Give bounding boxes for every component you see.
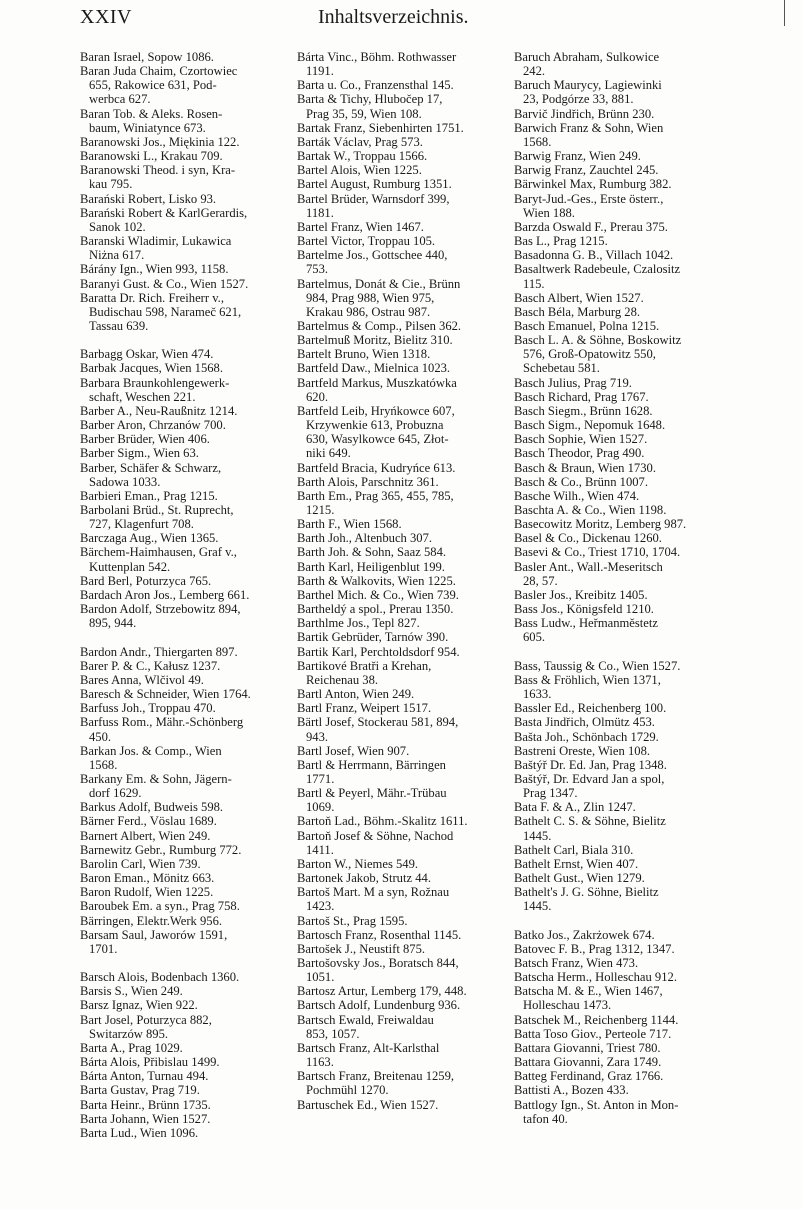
index-entry-line: Barolin Carl, Wien 739. bbox=[80, 856, 201, 871]
index-entry-line: Barsam Saul, Jaworów 1591, bbox=[80, 927, 228, 942]
index-entry-line: Bašta Joh., Schönbach 1729. bbox=[514, 729, 659, 744]
index-entry-line: 853, 1057. bbox=[306, 1026, 360, 1041]
index-entry-line: Basch Albert, Wien 1527. bbox=[514, 290, 644, 305]
index-entry-line: Bathelt's J. G. Söhne, Bielitz bbox=[514, 885, 659, 900]
index-entry-line: Batko Jos., Zakrżowek 674. bbox=[514, 927, 655, 942]
index-entry-line: Bárány Ign., Wien 993, 1158. bbox=[80, 262, 229, 277]
index-entry-line: Baratta Dr. Rich. Freiherr v., bbox=[80, 290, 224, 305]
index-entry-line: Basch Siegm., Brünn 1628. bbox=[514, 403, 653, 418]
index-entry-line: Basch Richard, Prag 1767. bbox=[514, 389, 649, 404]
index-entry-line: Baryt-Jud.-Ges., Erste österr., bbox=[514, 191, 664, 206]
index-entry-line: Basadonna G. B., Villach 1042. bbox=[514, 248, 674, 263]
index-entry-line: Barth F., Wien 1568. bbox=[297, 517, 402, 532]
index-entry-line: werbca 627. bbox=[89, 92, 151, 107]
index-entry-line: Barber A., Neu-Raußnitz 1214. bbox=[80, 403, 238, 418]
index-entry-line: Bärwinkel Max, Rumburg 382. bbox=[514, 177, 672, 192]
index-entry-line: Bartosch Franz, Rosenthal 1145. bbox=[297, 927, 462, 942]
index-entry-line: Prag 1347. bbox=[523, 786, 578, 801]
index-entry-line: Bastreni Oreste, Wien 108. bbox=[514, 743, 651, 758]
index-entry-line: Baroubek Em. a syn., Prag 758. bbox=[80, 899, 240, 914]
index-entry-line: Baron Rudolf, Wien 1225. bbox=[80, 885, 214, 900]
index-entry-line: Batteg Ferdinand, Graz 1766. bbox=[514, 1069, 664, 1084]
index-entry-line: Bárta Alois, Přibislau 1499. bbox=[80, 1055, 220, 1070]
index-entry-line: Barsz Ignaz, Wien 922. bbox=[80, 998, 198, 1013]
index-entry-line: Bartuschek Ed., Wien 1527. bbox=[297, 1097, 439, 1112]
index-entry-line: Barbolani Brüd., St. Ruprecht, bbox=[80, 503, 234, 517]
index-entry-line: Basch & Co., Brünn 1007. bbox=[514, 474, 648, 489]
page-number: XXIV bbox=[80, 6, 132, 28]
index-entry-line: Bärchem-Haimhausen, Graf v., bbox=[80, 545, 237, 560]
index-entry-line: Baštýř, Dr. Edvard Jan a spol, bbox=[514, 771, 665, 786]
index-entry-line: Baresch & Schneider, Wien 1764. bbox=[80, 687, 251, 702]
index-column-3 bbox=[514, 50, 736, 1126]
index-entry-line: Bartoň Lad., Böhm.-Skalitz 1611. bbox=[297, 814, 468, 829]
index-entry-line: Basaltwerk Radebeule, Czalositz bbox=[514, 262, 681, 277]
index-entry-line: Bartl & Peyerl, Mähr.-Trübau bbox=[297, 786, 447, 801]
index-entry-line: Basch Sigm., Nepomuk 1648. bbox=[514, 418, 666, 433]
index-entry-line: Bartl Franz, Weipert 1517. bbox=[297, 701, 432, 716]
index-entry-line bbox=[514, 645, 736, 659]
index-entry-line: Basch & Braun, Wien 1730. bbox=[514, 460, 656, 475]
index-entry-line: 895, 944. bbox=[89, 616, 137, 631]
index-entry-line: Barta Heinr., Brünn 1735. bbox=[80, 1097, 211, 1112]
index-entry-line: Baruch Maurycy, Lagiewinki bbox=[514, 78, 662, 93]
index-entry-line: Barfuss Joh., Troppau 470. bbox=[80, 701, 216, 716]
index-entry-line: Barthlme Jos., Tepl 827. bbox=[297, 616, 420, 631]
index-entry-line: Bathelt C. S. & Söhne, Bielitz bbox=[514, 814, 666, 829]
index-entry-line: Baštýř Dr. Ed. Jan, Prag 1348. bbox=[514, 757, 667, 772]
index-entry-line: Bartelmuß Moritz, Bielitz 310. bbox=[297, 333, 453, 348]
index-entry-line: Bartel Alois, Wien 1225. bbox=[297, 163, 422, 178]
index-entry-line: Barkany Em. & Sohn, Jägern- bbox=[80, 771, 232, 786]
index-entry-line: Batta Toso Giov., Perteole 717. bbox=[514, 1026, 672, 1041]
index-entry-line: Baran Juda Chaim, Czortowiec bbox=[80, 64, 238, 79]
index-entry-line: Bass Ludw., Heřmanměstetz bbox=[514, 616, 658, 631]
index-entry-line: Barvič Jindřich, Brünn 230. bbox=[514, 106, 655, 121]
index-entry-line: 753. bbox=[306, 262, 329, 277]
index-entry-line: Bartfeld Bracia, Kudryńce 613. bbox=[297, 460, 456, 475]
index-entry-line: Bárta Anton, Turnau 494. bbox=[80, 1069, 209, 1084]
index-entry-line: Bas L., Prag 1215. bbox=[514, 234, 608, 249]
index-entry-line: Barta u. Co., Franzensthal 145. bbox=[297, 78, 454, 93]
index-entry-line: Barton W., Niemes 549. bbox=[297, 856, 419, 871]
index-entry-line bbox=[80, 956, 290, 970]
index-entry-line: Barber, Schäfer & Schwarz, bbox=[80, 460, 222, 475]
index-entry-line: Bass Jos., Königsfeld 1210. bbox=[514, 602, 654, 617]
index-entry-line: baum, Winiatynce 673. bbox=[89, 120, 206, 135]
index-entry-line bbox=[80, 630, 290, 644]
index-entry-line: Barber Sigm., Wien 63. bbox=[80, 446, 199, 461]
index-entry-line: Barkus Adolf, Budweis 598. bbox=[80, 800, 224, 815]
index-entry-line: Barth Em., Prag 365, 455, 785, bbox=[297, 488, 454, 503]
index-entry-line: Basch Emanuel, Polna 1215. bbox=[514, 318, 660, 333]
index-entry-line: Tassau 639. bbox=[89, 318, 149, 333]
index-entry-line: Barczaga Aug., Wien 1365. bbox=[80, 531, 219, 546]
index-entry-line: Bärtl Josef, Stockerau 581, 894, bbox=[297, 715, 459, 730]
index-entry-line bbox=[80, 333, 290, 347]
index-entry-line: Bartsch Ewald, Freiwaldau bbox=[297, 1012, 434, 1027]
index-entry-line: Bartelmus, Donát & Cie., Brünn bbox=[297, 276, 461, 291]
index-entry-line: Barber Aron, Chrzanów 700. bbox=[80, 418, 226, 433]
index-column-2 bbox=[297, 50, 507, 1112]
index-entry-line: Bartelme Jos., Gottschee 440, bbox=[297, 248, 448, 263]
index-entry-line: 115. bbox=[523, 276, 545, 291]
index-column-1 bbox=[80, 50, 290, 1140]
index-entry-line: 1568. bbox=[523, 134, 552, 149]
index-entry-line: 1568. bbox=[89, 757, 118, 772]
index-entry-line: Baranowski L., Krakau 709. bbox=[80, 149, 223, 164]
index-entry-line: Basler Jos., Kreibitz 1405. bbox=[514, 587, 648, 602]
index-entry-line: Barwig Franz, Wien 249. bbox=[514, 149, 641, 164]
index-entry-line: Niżna 617. bbox=[89, 248, 145, 263]
index-entry-line: Basecowitz Moritz, Lemberg 987. bbox=[514, 517, 687, 532]
index-entry-line: tafon 40. bbox=[523, 1111, 568, 1126]
index-entry-line: Barwich Franz & Sohn, Wien bbox=[514, 120, 664, 135]
index-entry-line: Basel & Co., Dickenau 1260. bbox=[514, 531, 662, 546]
index-entry-line: Bartoš St., Prag 1595. bbox=[297, 913, 408, 928]
index-entry-line: Bartik Gebrüder, Tarnów 390. bbox=[297, 630, 449, 645]
index-entry-line: Reichenau 38. bbox=[306, 672, 379, 687]
index-entry-line: Baranski Wladimir, Lukawica bbox=[80, 234, 232, 249]
margin-mark bbox=[784, 0, 785, 26]
index-entry-line: Barsch Alois, Bodenbach 1360. bbox=[80, 970, 240, 985]
index-entry-line: Barsis S., Wien 249. bbox=[80, 984, 183, 999]
index-entry-line: 28, 57. bbox=[523, 573, 558, 588]
index-entry-line: Bartel August, Rumburg 1351. bbox=[297, 177, 452, 192]
index-entry-line: 1215. bbox=[306, 503, 335, 517]
index-entry-line: Bathelt Ernst, Wien 407. bbox=[514, 856, 639, 871]
index-entry-line: Bartikové Bratři a Krehan, bbox=[297, 658, 432, 673]
index-entry-line: Basta Jindřich, Olmütz 453. bbox=[514, 715, 655, 730]
index-entry-line: Barański Robert & KarlGerardis, bbox=[80, 205, 248, 220]
index-entry-line: Bata F. & A., Zlin 1247. bbox=[514, 800, 636, 815]
index-entry-line: 1633. bbox=[523, 687, 552, 702]
index-entry-line: Bartoň Josef & Söhne, Nachod bbox=[297, 828, 454, 843]
index-entry-line: Bartosz Artur, Lemberg 179, 448. bbox=[297, 984, 467, 999]
index-entry-line: Krakau 986, Ostrau 987. bbox=[306, 304, 431, 319]
index-entry-line: Batsch Franz, Wien 473. bbox=[514, 956, 639, 970]
index-entry-line: Barbara Braunkohlengewerk- bbox=[80, 375, 230, 390]
index-entry-line: Basch Theodor, Prag 490. bbox=[514, 446, 645, 461]
index-entry-line: Bartsch Franz, Alt-Karlsthal bbox=[297, 1040, 440, 1055]
index-entry-line: Bathelt Gust., Wien 1279. bbox=[514, 871, 645, 886]
index-entry-line: 1191. bbox=[306, 64, 334, 79]
index-entry-line: Bass & Fröhlich, Wien 1371, bbox=[514, 672, 661, 687]
index-entry-line: Barber Brüder, Wien 406. bbox=[80, 432, 210, 447]
index-entry-line: Barta & Tichy, Hlubočep 17, bbox=[297, 92, 443, 107]
index-entry-line: 23, Podgórze 33, 881. bbox=[523, 92, 634, 107]
index-entry-line: Bartsch Franz, Breitenau 1259, bbox=[297, 1069, 455, 1084]
index-entry-line: Holleschau 1473. bbox=[523, 998, 612, 1013]
index-entry-line: Bartelmus & Comp., Pilsen 362. bbox=[297, 318, 462, 333]
index-entry-line: Barthel Mich. & Co., Wien 739. bbox=[297, 587, 459, 602]
index-entry-line: 450. bbox=[89, 729, 112, 744]
index-entry-line: Bartel Victor, Troppau 105. bbox=[297, 234, 436, 249]
index-entry-line: Bartheldý a spol., Prerau 1350. bbox=[297, 602, 454, 617]
index-entry-line: Battara Giovanni, Zara 1749. bbox=[514, 1055, 662, 1070]
index-entry-line: Baruch Abraham, Sulkowice bbox=[514, 50, 660, 64]
index-entry-line: Barfuss Rom., Mähr.-Schönberg bbox=[80, 715, 244, 730]
index-entry-line: Basch Julius, Prag 719. bbox=[514, 375, 632, 390]
index-entry-line: Barbagg Oskar, Wien 474. bbox=[80, 347, 214, 362]
index-entry-line: 576, Groß-Opatowitz 550, bbox=[523, 347, 656, 362]
index-entry-line: Prag 35, 59, Wien 108. bbox=[306, 106, 422, 121]
index-entry-line: Barta Lud., Wien 1096. bbox=[80, 1125, 199, 1140]
index-entry-line: Bass, Taussig & Co., Wien 1527. bbox=[514, 658, 681, 673]
index-entry-line: 984, Prag 988, Wien 975, bbox=[306, 290, 435, 305]
index-entry-line: 727, Klagenfurt 708. bbox=[89, 517, 194, 532]
index-entry-line: Barzda Oswald F., Prerau 375. bbox=[514, 219, 668, 234]
index-entry-line: 605. bbox=[523, 630, 546, 645]
index-entry-line: Bartošovsky Jos., Boratsch 844, bbox=[297, 956, 459, 970]
index-entry-line: Basch Sophie, Wien 1527. bbox=[514, 432, 648, 447]
index-entry-line: Bartak Franz, Siebenhirten 1751. bbox=[297, 120, 464, 135]
index-entry-line bbox=[514, 914, 736, 928]
index-entry-line: Baran Israel, Sopow 1086. bbox=[80, 50, 214, 64]
index-entry-line: Battara Giovanni, Triest 780. bbox=[514, 1040, 661, 1055]
index-entry-line: Basler Ant., Wall.-Meseritsch bbox=[514, 559, 663, 574]
index-entry-line: Barbieri Eman., Prag 1215. bbox=[80, 488, 218, 503]
index-entry-line: Baran Tob. & Aleks. Rosen- bbox=[80, 106, 223, 121]
index-entry-line: Bartfeld Daw., Mielnica 1023. bbox=[297, 361, 451, 376]
index-entry-line: Battisti A., Bozen 433. bbox=[514, 1083, 629, 1098]
index-entry-line: Bartsch Adolf, Lundenburg 936. bbox=[297, 998, 461, 1013]
index-entry-line: Batschek M., Reichenberg 1144. bbox=[514, 1012, 679, 1027]
index-entry-line: Barnert Albert, Wien 249. bbox=[80, 828, 211, 843]
index-entry-line: Bartl Anton, Wien 249. bbox=[297, 687, 415, 702]
index-entry-line: niki 649. bbox=[306, 446, 351, 461]
index-entry-line: Pochmühl 1270. bbox=[306, 1083, 389, 1098]
index-entry-line: Bárta Vinc., Böhm. Rothwasser bbox=[297, 50, 457, 64]
index-entry-line: Barth Karl, Heiligenblut 199. bbox=[297, 559, 445, 574]
index-entry-line: Barth Alois, Parschnitz 361. bbox=[297, 474, 439, 489]
index-entry-line: Bartl & Herrmann, Bärringen bbox=[297, 757, 446, 772]
index-entry-line: 1181. bbox=[306, 205, 334, 220]
index-entry-line: schaft, Weschen 221. bbox=[89, 389, 196, 404]
index-entry-line: Bartelt Bruno, Wien 1318. bbox=[297, 347, 431, 362]
index-entry-line: Kuttenplan 542. bbox=[89, 559, 171, 574]
index-entry-line: kau 795. bbox=[89, 177, 133, 192]
index-entry-line: Budischau 598, Narameč 621, bbox=[89, 304, 242, 319]
index-entry-line: 1069. bbox=[306, 800, 335, 815]
index-entry-line: Basch Béla, Marburg 28. bbox=[514, 304, 641, 319]
index-entry-line: Schebetau 581. bbox=[523, 361, 600, 376]
index-entry-line: 1163. bbox=[306, 1055, 334, 1070]
index-entry-line: Bardon Adolf, Strzebowitz 894, bbox=[80, 602, 241, 617]
index-entry-line: Barkan Jos. & Comp., Wien bbox=[80, 743, 222, 758]
index-entry-line: Barták Václav, Prag 573. bbox=[297, 134, 423, 149]
index-entry-line: Barth Joh. & Sohn, Saaz 584. bbox=[297, 545, 447, 560]
index-entry-line: 1701. bbox=[89, 941, 118, 956]
index-entry-line: 1423. bbox=[306, 899, 335, 914]
index-entry-line: Bärner Ferd., Vöslau 1689. bbox=[80, 814, 217, 829]
index-entry-line: Sadowa 1033. bbox=[89, 474, 161, 489]
index-entry-line: Basch L. A. & Söhne, Boskowitz bbox=[514, 333, 682, 348]
index-entry-line: Bardach Aron Jos., Lemberg 661. bbox=[80, 587, 250, 602]
index-entry-line: Wien 188. bbox=[523, 205, 575, 220]
index-entry-line: Bartoš Mart. M a syn, Rožnau bbox=[297, 885, 450, 900]
index-entry-line: Krzywenkie 613, Probuzna bbox=[306, 418, 444, 433]
index-entry-line: Barta A., Prag 1029. bbox=[80, 1040, 183, 1055]
index-entry-line: 620. bbox=[306, 389, 329, 404]
index-entry-line: Bart Josel, Poturzyca 882, bbox=[80, 1012, 212, 1027]
index-entry-line: Barwig Franz, Zauchtel 245. bbox=[514, 163, 659, 178]
index-entry-line: 630, Wasylkowce 645, Złot- bbox=[306, 432, 449, 447]
index-entry-line: Battlogy Ign., St. Anton in Mon- bbox=[514, 1097, 679, 1112]
index-entry-line: dorf 1629. bbox=[89, 786, 142, 801]
index-entry-line: Bärringen, Elektr.Werk 956. bbox=[80, 913, 223, 928]
index-entry-line: Baron Eman., Mönitz 663. bbox=[80, 871, 215, 886]
index-entry-line: Barta Johann, Wien 1527. bbox=[80, 1111, 211, 1126]
index-entry-line: Bathelt Carl, Biala 310. bbox=[514, 842, 634, 857]
index-entry-line: Bartel Franz, Wien 1467. bbox=[297, 219, 424, 234]
index-entry-line: Batscha M. & E., Wien 1467, bbox=[514, 984, 663, 999]
index-entry-line: Basche Wilh., Wien 474. bbox=[514, 488, 640, 503]
index-entry-line: Bartl Josef, Wien 907. bbox=[297, 743, 410, 758]
index-entry-line: Baranowski Theod. i syn, Kra- bbox=[80, 163, 236, 178]
index-entry-line: Batovec F. B., Prag 1312, 1347. bbox=[514, 941, 675, 956]
index-entry-line: Basevi & Co., Triest 1710, 1704. bbox=[514, 545, 681, 560]
index-entry-line: Switarzów 895. bbox=[89, 1026, 169, 1041]
index-entry-line: 943. bbox=[306, 729, 329, 744]
index-entry-line: Batscha Herm., Holleschau 912. bbox=[514, 970, 677, 985]
index-entry-line: Bartošek J., Neustift 875. bbox=[297, 941, 426, 956]
index-entry-line: Barth Joh., Altenbuch 307. bbox=[297, 531, 433, 546]
index-entry-line: Bard Berl, Poturzyca 765. bbox=[80, 573, 212, 588]
index-entry-line: Sanok 102. bbox=[89, 219, 146, 234]
index-entry-line: Barer P. & C., Kałusz 1237. bbox=[80, 658, 221, 673]
index-entry-line: Bartak W., Troppau 1566. bbox=[297, 149, 428, 164]
index-entry-line: Bartfeld Markus, Muszkatówka bbox=[297, 375, 457, 390]
index-entry-line: Bartik Karl, Perchtoldsdorf 954. bbox=[297, 644, 460, 659]
index-entry-line: Bartfeld Leib, Hryńkowce 607, bbox=[297, 403, 455, 418]
index-entry-line: 1445. bbox=[523, 828, 552, 843]
index-entry-line: Barta Gustav, Prag 719. bbox=[80, 1083, 200, 1098]
index-entry-line: Bassler Ed., Reichenberg 100. bbox=[514, 701, 667, 716]
index-entry-line: Bares Anna, Wlčivol 49. bbox=[80, 672, 204, 687]
index-entry-line: Bartel Brüder, Warnsdorf 399, bbox=[297, 191, 450, 206]
index-entry-line: Baranyi Gust. & Co., Wien 1527. bbox=[80, 276, 249, 291]
index-entry-line: Baschta A. & Co., Wien 1198. bbox=[514, 503, 667, 517]
index-entry-line: Barth & Walkovits, Wien 1225. bbox=[297, 573, 456, 588]
index-entry-line: 1771. bbox=[306, 771, 335, 786]
index-entry-line: 655, Rakowice 631, Pod- bbox=[89, 78, 217, 93]
index-entry-line: Barański Robert, Lisko 93. bbox=[80, 191, 217, 206]
index-entry-line: 242. bbox=[523, 64, 546, 79]
index-entry-line: 1051. bbox=[306, 970, 335, 985]
index-entry-line: 1445. bbox=[523, 899, 552, 914]
index-entry-line: Barnewitz Gebr., Rumburg 772. bbox=[80, 842, 242, 857]
index-entry-line: Barbak Jacques, Wien 1568. bbox=[80, 361, 224, 376]
index-entry-line: Bartonek Jakob, Strutz 44. bbox=[297, 871, 431, 886]
index-entry-line: 1411. bbox=[306, 842, 334, 857]
index-entry-line: Bardon Andr., Thiergarten 897. bbox=[80, 644, 238, 659]
page-title: Inhaltsverzeichnis. bbox=[318, 6, 469, 28]
index-entry-line: Baranowski Jos., Miękinia 122. bbox=[80, 134, 240, 149]
